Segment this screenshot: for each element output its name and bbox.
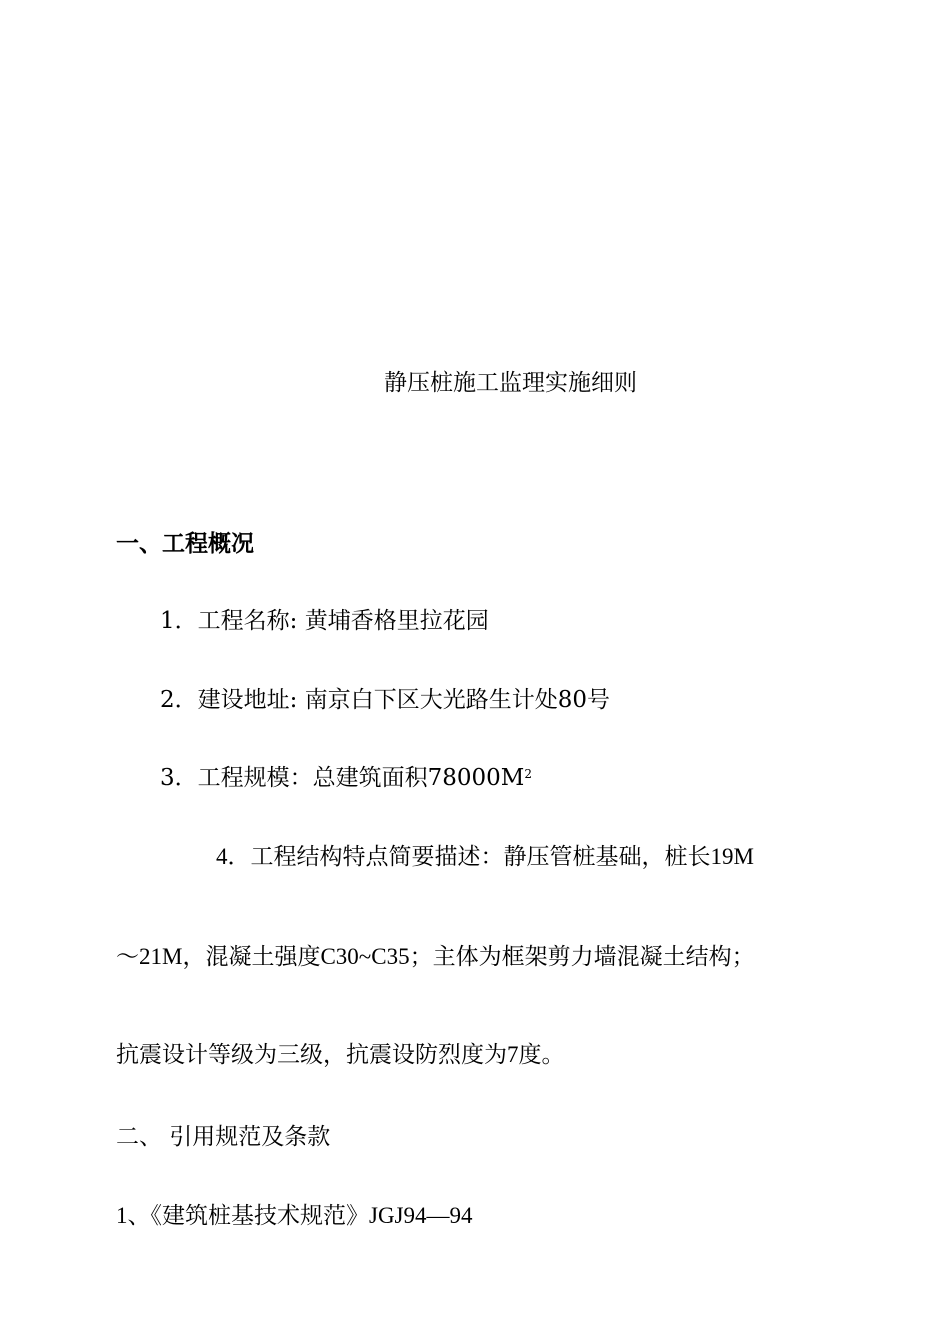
document-title: 静压桩施工监理实施细则 <box>384 370 637 396</box>
item-value: 总建筑面积78000M <box>312 765 525 791</box>
overview-item-address <box>160 685 610 715</box>
superscript: 2 <box>524 767 532 781</box>
section-heading-overview: 一、工程概况 <box>116 530 254 557</box>
overview-item-scale <box>160 763 532 793</box>
standards-item-1: 1、《建筑桩基技术规范》JGJ94—94 <box>116 1203 473 1228</box>
item-value: 黄埔香格里拉花园 <box>304 608 489 634</box>
item-label: 2．建设地址: <box>160 687 298 713</box>
item-label: 1．工程名称: <box>160 608 298 634</box>
item-value: 南京白下区大光路生计处80号 <box>304 687 610 713</box>
overview-item-project-name <box>160 606 489 636</box>
overview-item-structure-line2: ～21M，混凝土强度C30~C35；主体为框架剪力墙混凝土结构； <box>116 944 755 969</box>
section-heading-standards: 二、 引用规范及条款 <box>116 1124 331 1150</box>
item-label: 3．工程规模： <box>160 765 313 791</box>
overview-item-structure-line1: 4．工程结构特点简要描述：静压管桩基础，桩长19M <box>216 844 754 869</box>
overview-item-structure-line3: 抗震设计等级为三级，抗震设防烈度为7度。 <box>116 1042 565 1067</box>
